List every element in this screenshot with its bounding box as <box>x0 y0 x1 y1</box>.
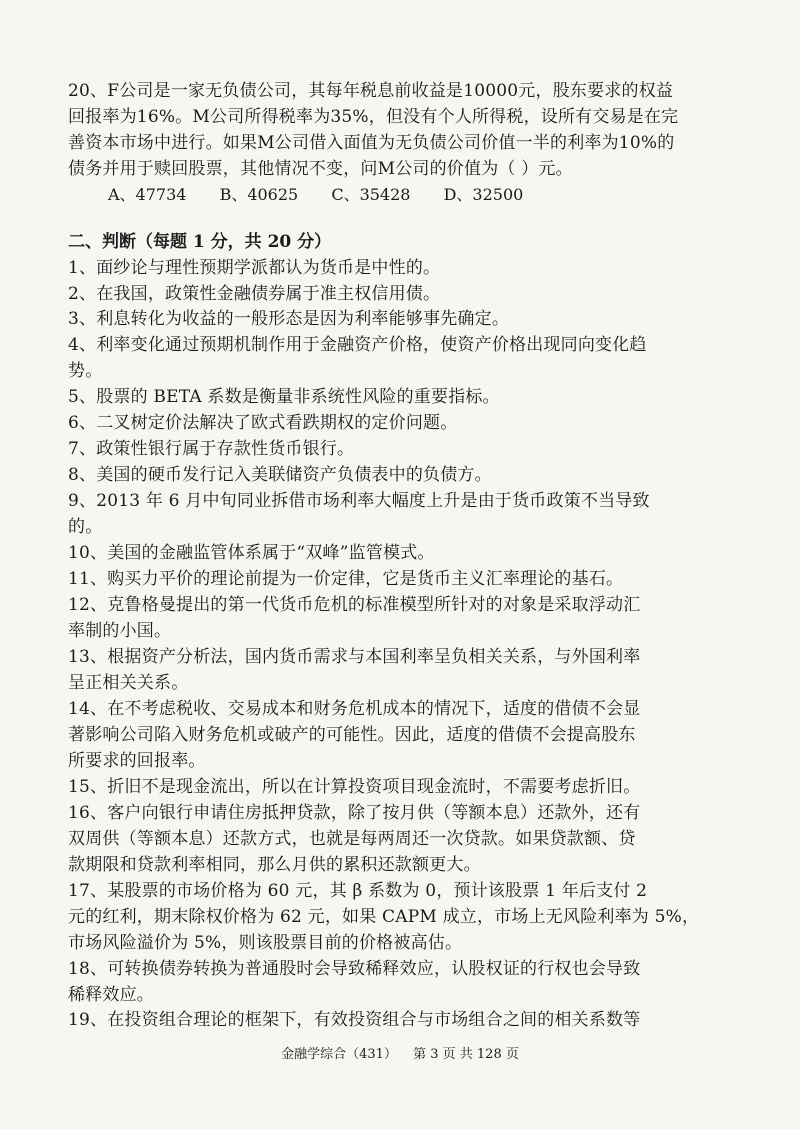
judgment-line: 8、美国的硬币发行记入美联储资产负债表中的负债方。 <box>68 465 492 485</box>
judgment-line: 2、在我国，政策性金融债券属于准主权信用债。 <box>68 284 441 304</box>
judgment-line: 12、克鲁格曼提出的第一代货币危机的标准模型所针对的对象是采取浮动汇 <box>68 595 641 615</box>
question-20-line-4: 债务并用于赎回股票，其他情况不变，问M公司的价值为（ ）元。 <box>68 159 573 179</box>
judgment-line: 15、折旧不是现金流出，所以在计算投资项目现金流时，不需要考虑折旧。 <box>68 777 641 797</box>
judgment-line: 5、股票的 BETA 系数是衡量非系统性风险的重要指标。 <box>68 387 500 407</box>
footer-subject: 金融学综合（431） <box>281 1047 397 1062</box>
judgment-line: 元的红利，期末除权价格为 62 元，如果 CAPM 成立，市场上无风险利率为 5%， <box>68 907 700 927</box>
judgment-line: 稀释效应。 <box>68 985 154 1005</box>
judgment-line: 9、2013 年 6 月中旬同业拆借市场利率大幅度上升是由于货币政策不当导致 <box>68 491 650 511</box>
question-20-line-2: 回报率为16%。M公司所得税率为35%，但没有个人所得税，设所有交易是在完 <box>68 107 679 127</box>
judgment-line: 10、美国的金融监管体系属于“双峰”监管模式。 <box>68 543 435 563</box>
judgment-line: 19、在投资组合理论的框架下，有效投资组合与市场组合之间的相关系数等 <box>68 1010 641 1030</box>
judgment-line: 双周供（等额本息）还款方式，也就是每两周还一次贷款。如果贷款额、贷 <box>68 829 636 849</box>
judgment-line: 7、政策性银行属于存款性货币银行。 <box>68 439 355 459</box>
judgment-line: 1、面纱论与理性预期学派都认为货币是中性的。 <box>68 258 441 278</box>
question-20-options <box>108 182 708 208</box>
footer-page-number: 第 3 页 共 128 页 <box>413 1047 519 1062</box>
judgment-line: 款期限和贷款利率相同，那么月供的累积还款额更大。 <box>68 855 481 875</box>
judgment-line: 所要求的回报率。 <box>68 751 206 771</box>
judgment-line: 13、根据资产分析法，国内货币需求与本国利率呈负相关关系，与外国利率 <box>68 647 641 667</box>
judgment-line: 势。 <box>68 361 103 381</box>
option-a: A、47734 <box>108 185 187 204</box>
section-title-judgment: 二、判断（每题 1 分，共 20 分） <box>68 232 332 252</box>
judgment-line: 17、某股票的市场价格为 60 元，其 β 系数为 0，预计该股票 1 年后支付 2 <box>68 881 648 901</box>
judgment-line: 18、可转换债券转换为普通股时会导致稀释效应，认股权证的行权也会导致 <box>68 959 641 979</box>
judgment-line: 率制的小国。 <box>68 621 172 641</box>
question-20-line-3: 善资本市场中进行。如果M公司借入面值为无负债公司价值一半的利率为10%的 <box>68 133 675 153</box>
judgment-line: 呈正相关关系。 <box>68 673 189 693</box>
judgment-line: 11、购买力平价的理论前提为一价定律，它是货币主义汇率理论的基石。 <box>68 569 624 589</box>
judgment-line: 4、利率变化通过预期机制作用于金融资产价格，使资产价格出现同向变化趋 <box>68 335 647 355</box>
judgment-line: 6、二叉树定价法解决了欧式看跌期权的定价问题。 <box>68 413 458 433</box>
option-d: D、32500 <box>443 185 524 204</box>
judgment-line: 14、在不考虑税收、交易成本和财务危机成本的情况下，适度的借债不会显 <box>68 699 641 719</box>
page-footer <box>0 1046 800 1064</box>
judgment-line: 16、客户向银行申请住房抵押贷款，除了按月供（等额本息）还款外，还有 <box>68 803 641 823</box>
judgment-line: 市场风险溢价为 5%，则该股票目前的价格被高估。 <box>68 933 463 953</box>
judgment-line: 的。 <box>68 517 103 537</box>
option-b: B、40625 <box>219 185 299 204</box>
judgment-line: 著影响公司陷入财务危机或破产的可能性。因此，适度的借债不会提高股东 <box>68 725 636 745</box>
judgment-line: 3、利息转化为收益的一般形态是因为利率能够事先确定。 <box>68 309 510 329</box>
option-c: C、35428 <box>331 185 411 204</box>
question-20-line-1: 20、F公司是一家无负债公司，其每年税息前收益是10000元，股东要求的权益 <box>68 81 674 101</box>
